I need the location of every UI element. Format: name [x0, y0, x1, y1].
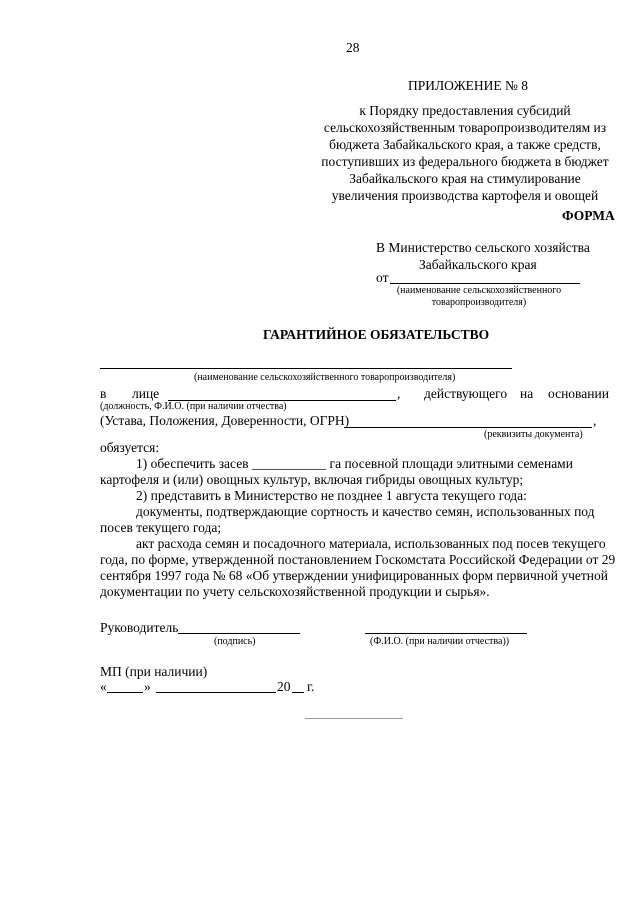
commits-label: обязуется:: [100, 440, 160, 455]
charter-label: (Устава, Положения, Доверенности, ОГРН): [100, 413, 350, 428]
date-quote-open: «: [100, 679, 107, 694]
appendix-line-4: поступивших из федерального бюджета в бюджет: [321, 154, 609, 169]
in-person-word-1: в: [100, 386, 107, 401]
producer-name-line[interactable]: [100, 368, 512, 369]
year-prefix: 20: [277, 679, 291, 694]
clause-1-line-1: 1) обеспечить засев ___________ га посевной площади элитными семенами: [136, 456, 573, 471]
acting-word: действующего: [424, 386, 508, 401]
signature-hint: (подпись): [214, 636, 256, 647]
full-name-line[interactable]: [365, 633, 527, 634]
date-month-line[interactable]: [156, 692, 276, 693]
date-day-line[interactable]: [107, 692, 143, 693]
addressee-line-1: В Министерство сельского хозяйства: [376, 240, 590, 255]
from-hint-1: (наименование сельскохозяйственного: [396, 285, 562, 296]
appendix-line-2: сельскохозяйственным товаропроизводителям из: [323, 120, 607, 135]
addressee-line-2: Забайкальского края: [419, 257, 537, 272]
document-details-line[interactable]: [344, 427, 592, 428]
clause-4-line-2: года, по форме, утвержденной постановлением Госкомстата Российской Федерации от 29: [100, 552, 616, 567]
clause-4-line-3: сентября 1997 года № 68 «Об утверждении унифицированных форм первичной учетной: [100, 568, 608, 583]
clause-2: 2) представить в Министерство не позднее 1 августа текущего года:: [136, 488, 527, 503]
basis-word: основании: [548, 386, 609, 401]
comma-2: ,: [593, 413, 597, 428]
from-hint-2: товаропроизводителя): [431, 297, 527, 308]
date-quote-close: »: [144, 679, 151, 694]
appendix-line-6: увеличения производства картофеля и овощей: [331, 188, 599, 203]
clause-4-line-1: акт расхода семян и посадочного материала, использованных под посев текущего: [136, 536, 606, 551]
date-year-line[interactable]: [292, 692, 304, 693]
head-label: Руководитель: [100, 620, 179, 635]
on-word: на: [520, 386, 534, 401]
full-name-hint: (Ф.И.О. (при наличии отчества)): [370, 636, 510, 647]
appendix-line-1: к Порядку предоставления субсидий: [359, 103, 571, 118]
position-hint: (должность, Ф.И.О. (при наличии отчества): [100, 401, 287, 412]
year-suffix: г.: [307, 679, 315, 694]
clause-4-line-4: документации по учету сельскохозяйственной продукции и сырья».: [100, 584, 490, 599]
clause-1-line-2: картофеля и (или) овощных культур, включая гибриды овощных культур;: [100, 472, 524, 487]
in-person-word-2: лице: [132, 386, 160, 401]
from-label: от: [376, 270, 389, 285]
appendix-title: ПРИЛОЖЕНИЕ № 8: [408, 78, 529, 93]
producer-hint: (наименование сельскохозяйственного товаропроизводителя): [194, 372, 456, 383]
form-label: ФОРМА: [562, 208, 615, 223]
from-line[interactable]: [390, 283, 580, 284]
comma: ,: [397, 386, 401, 401]
document-title: ГАРАНТИЙНОЕ ОБЯЗАТЕЛЬСТВО: [263, 327, 490, 342]
details-hint: (реквизиты документа): [484, 429, 583, 440]
stamp-label: МП (при наличии): [100, 664, 208, 679]
clause-3-line-1: документы, подтверждающие сортность и качество семян, использованных под: [136, 504, 595, 519]
appendix-line-3: бюджета Забайкальского края, а также средств,: [329, 137, 601, 152]
signature-line[interactable]: [178, 633, 300, 634]
footer-divider: [305, 718, 403, 719]
appendix-line-5: Забайкальского края на стимулирование: [349, 171, 581, 186]
page-number: 28: [346, 40, 360, 55]
clause-3-line-2: посев текущего года;: [100, 520, 222, 535]
